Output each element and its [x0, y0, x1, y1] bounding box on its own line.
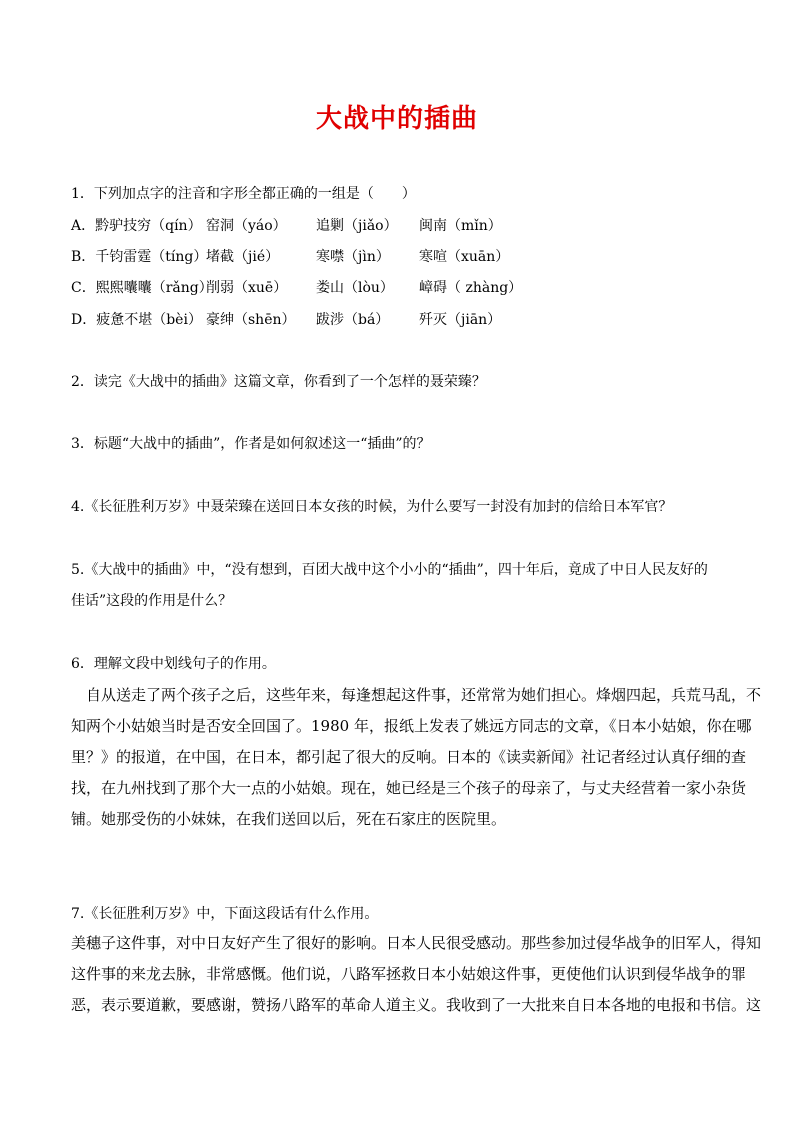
- option-a-item-4: 闽南（mǐn）: [419, 218, 502, 234]
- option-a-item-2: 窑洞（yáo）: [206, 218, 287, 234]
- question-1-option-d: [71, 310, 501, 330]
- option-d-item-3: 跋涉（bá）: [316, 312, 390, 328]
- option-c-item-4: 嶂碍（ zhàng）: [419, 280, 523, 296]
- passage-6-line-2: 知两个小姑娘当时是否安全回国了。1980 年，报纸上发表了姚远方同志的文章，《日本小姑娘，你在哪: [71, 717, 752, 735]
- question-6-stem: 6．理解文段中划线句子的作用。: [71, 656, 276, 672]
- passage-6-line-5: 铺。她那受伤的小妹妹，在我们送回以后，死在石家庄的医院里。: [71, 810, 507, 828]
- question-1-option-a: [71, 216, 502, 236]
- passage-6-line-3: 里？》的报道，在中国，在日本，都引起了很大的反响。日本的《读卖新闻》社记者经过认真仔细的查: [71, 748, 747, 766]
- option-c-item-2: 削弱（xuē）: [206, 280, 288, 296]
- option-b-item-2: 堵截（jié）: [206, 249, 280, 265]
- question-3: 3．标题“大战中的插曲”，作者是如何叙述这一“插曲”的？: [71, 436, 431, 452]
- question-1-option-b: [71, 247, 509, 267]
- option-c-item-1: C．熙熙囔囔（rǎng）: [71, 280, 213, 296]
- passage-7-line-1: 美穗子这件事，对中日友好产生了很好的影响。日本人民很受感动。那些参加过侵华战争的旧军人，得知: [71, 934, 762, 952]
- passage-7-line-3: 恶，表示要道歉，要感谢，赞扬八路军的革命人道主义。我收到了一大批来自日本各地的电报和书信。这: [71, 996, 762, 1014]
- question-5-line-1: 5.《大战中的插曲》中，“没有想到，百团大战中这个小小的“插曲”，四十年后，竟成了中日人民友好的: [71, 562, 708, 578]
- question-1-stem: 1．下列加点字的注音和字形全都正确的一组是（ ）: [71, 186, 416, 202]
- option-b-item-1: B．千钧雷霆（tíng）: [71, 249, 208, 265]
- option-a-item-1: A．黔驴技穷（qín）: [71, 218, 202, 234]
- question-2: 2．读完《大战中的插曲》这篇文章，你看到了一个怎样的聂荣臻？: [71, 374, 486, 390]
- passage-6-line-1: 自从送走了两个孩子之后，这些年来，每逢想起这件事，还常常为她们担心。烽烟四起，兵荒马乱，不: [86, 686, 762, 704]
- question-4: 4.《长征胜利万岁》中聂荣臻在送回日本女孩的时候，为什么要写一封没有加封的信给日本军官？: [71, 499, 673, 515]
- passage-7-line-2: 这件事的来龙去脉，非常感慨。他们说，八路军拯救日本小姑娘这件事，更使他们认识到侵华战争的罪: [71, 965, 747, 983]
- option-b-item-3: 寒噤（jìn）: [316, 249, 390, 265]
- option-d-item-2: 豪绅（shēn）: [206, 312, 296, 328]
- question-5-line-2: 佳话”这段的作用是什么？: [71, 593, 233, 609]
- document-title: 大战中的插曲: [315, 104, 478, 134]
- question-1-option-c: [71, 278, 522, 298]
- question-7-stem: 7.《长征胜利万岁》中，下面这段话有什么作用。: [71, 906, 379, 922]
- passage-6-line-4: 找，在九州找到了那个大一点的小姑娘。现在，她已经是三个孩子的母亲了，与丈夫经营着一家小杂货: [71, 779, 747, 797]
- question-6-passage: [71, 680, 762, 835]
- question-7-passage: [71, 928, 762, 1021]
- option-b-item-4: 寒喧（xuān）: [419, 249, 510, 265]
- option-c-item-3: 娄山（lòu）: [316, 280, 394, 296]
- option-d-item-1: D．疲惫不堪（bèi）: [71, 312, 202, 328]
- option-d-item-4: 歼灭（jiān）: [419, 312, 502, 328]
- option-a-item-3: 追剿（jiǎo）: [316, 218, 398, 234]
